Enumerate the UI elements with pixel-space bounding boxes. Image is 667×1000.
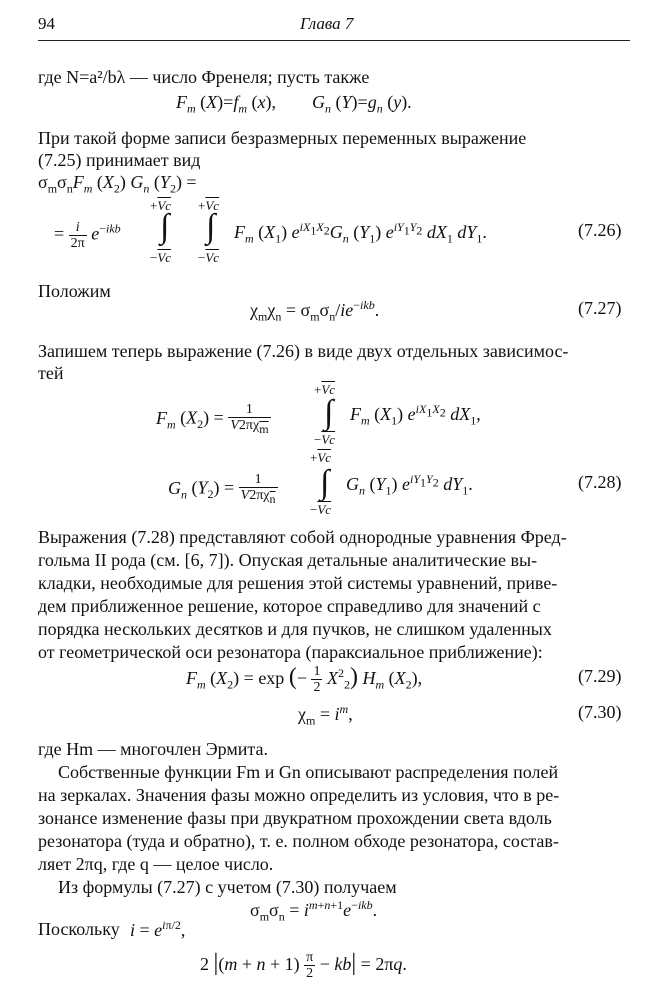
- integral-lower-limit: $-\overline{Vc}$: [310, 502, 332, 517]
- integral-lower-limit: $-\overline{Vc}$: [198, 250, 220, 265]
- equation-number: (7.26): [578, 220, 622, 240]
- integral-upper-limit: $+\overline{Vc}$: [310, 450, 332, 465]
- equation-7-28-first-integrand: $F_m$ $(X_1)$ $e^{iX_1X_2}$ $dX_1$,: [350, 402, 481, 428]
- integral-sign: ∫: [206, 208, 216, 245]
- equation-7-26-integrand: $F_m$ $(X_1)$ $e^{iX_1X_2}G_n$ $(Y_1)$ $e^{iY_1Y_2}$ $dX_1$ $dY_1$.: [234, 220, 487, 246]
- equation-number: (7.27): [578, 298, 622, 318]
- equation-7-26-rhs-start: = $\frac{i}{2\pi}$ $e^{-ikb}$: [54, 220, 121, 251]
- paragraph-line: где Hm — многочлен Эрмита.: [38, 739, 268, 759]
- equation-7-26-lhs: $\sigma_m\sigma_nF_m$ $(X_2)$ $G_n$ $(Y_2)$ =: [38, 172, 197, 196]
- paragraph-line: порядка нескольких десятков и для пучков, не слишком удаленных: [38, 619, 552, 639]
- line-fresnel: где N=a²/bλ — число Френеля; пусть также: [38, 67, 370, 87]
- paragraph-line: При такой форме записи безразмерных переменных выражение: [38, 128, 527, 148]
- header-rule: [38, 40, 630, 41]
- equation-phase-condition: 2 |(m + n + 1) $\frac{\pi}{2}$ − kb| = 2πq.: [200, 950, 407, 982]
- equation-7-30: $\chi_m = i^m$,: [298, 702, 353, 728]
- running-header: Глава 7: [300, 14, 354, 33]
- paragraph-line: Запишем теперь выражение (7.26) в виде двух отдельных зависимос-: [38, 341, 569, 361]
- paragraph-line: Поскольку: [38, 919, 120, 939]
- paragraph-line: Из формулы (7.27) с учетом (7.30) получаем: [58, 877, 397, 897]
- equation-phase-product: $\sigma_m\sigma_n = i^{m+n+1}e^{-ikb}$.: [250, 898, 378, 924]
- paragraph-line: ляет 2πq, где q — целое число.: [38, 854, 274, 874]
- equation-7-28-first: $F_m$ $(X_2)$ = $\frac{1}{V2\pi\chi_m}$: [156, 402, 269, 436]
- integral-lower-limit: $-\overline{Vc}$: [314, 432, 336, 447]
- equation-number: (7.30): [578, 702, 622, 722]
- page-number: 94: [38, 14, 55, 33]
- equation-number: (7.28): [578, 472, 622, 492]
- paragraph-line: резонатора (туда и обратно), т. е. полном обходе резонатора, состав-: [38, 831, 559, 851]
- integral-sign: ∫: [320, 464, 330, 501]
- paragraph-line: Собственные функции Fm и Gn описывают распределения полей: [58, 762, 559, 782]
- paragraph-line: тей: [38, 363, 64, 383]
- paragraph-line: зонансе изменение фазы при двукратном прохождении света вдоль: [38, 808, 552, 828]
- integral-lower-limit: $-\overline{Vc}$: [150, 250, 172, 265]
- paragraph-line: дем приближенное решение, которое справедливо для значений c: [38, 596, 541, 616]
- paragraph-line: гольма II рода (см. [6, 7]). Опуская детальные аналитические вы-: [38, 550, 538, 570]
- equation-7-28-second-integrand: $G_n$ $(Y_1)$ $e^{iY_1Y_2}$ $dY_1$.: [346, 472, 473, 498]
- paragraph-line: кладки, необходимые для решения этой системы уравнений, приве-: [38, 573, 558, 593]
- equation-i-definition: $i = e^{i\pi/2}$,: [130, 918, 186, 940]
- equation-number: (7.29): [578, 666, 622, 686]
- paragraph-line: Положим: [38, 281, 111, 301]
- paragraph-line: (7.25) принимает вид: [38, 150, 201, 170]
- integral-sign: ∫: [324, 394, 334, 431]
- equation-7-28-second: $G_n$ $(Y_2)$ = $\frac{1}{V2\pi\chi_n}$: [168, 472, 276, 506]
- paragraph-line: на зеркалах. Значения фазы можно определить из условия, что в ре-: [38, 785, 560, 805]
- integral-upper-limit: $+\overline{Vc}$: [198, 198, 220, 213]
- paragraph-line: Выражения (7.28) представляют собой однородные уравнения Фред-: [38, 527, 567, 547]
- integral-upper-limit: $+\overline{Vc}$: [150, 198, 172, 213]
- equation-7-27: $\chi_m\chi_n = \sigma_m\sigma_n/ie^{-ikb}$.: [250, 298, 380, 324]
- equation-definitions: $F_m$ $(X)=f_m$ (x), $G_n$ $(Y)=g_n$ (y).: [176, 92, 412, 116]
- equation-7-29: $F_m$ $(X_2) = \exp$ (− $\frac{1}{2}$ $X^2_2$) $H_m$ $(X_2)$,: [186, 664, 423, 696]
- integral-upper-limit: $+\overline{Vc}$: [314, 382, 336, 397]
- integral-sign: ∫: [160, 208, 170, 245]
- paragraph-line: от геометрической оси резонатора (параксиальное приближение):: [38, 642, 543, 662]
